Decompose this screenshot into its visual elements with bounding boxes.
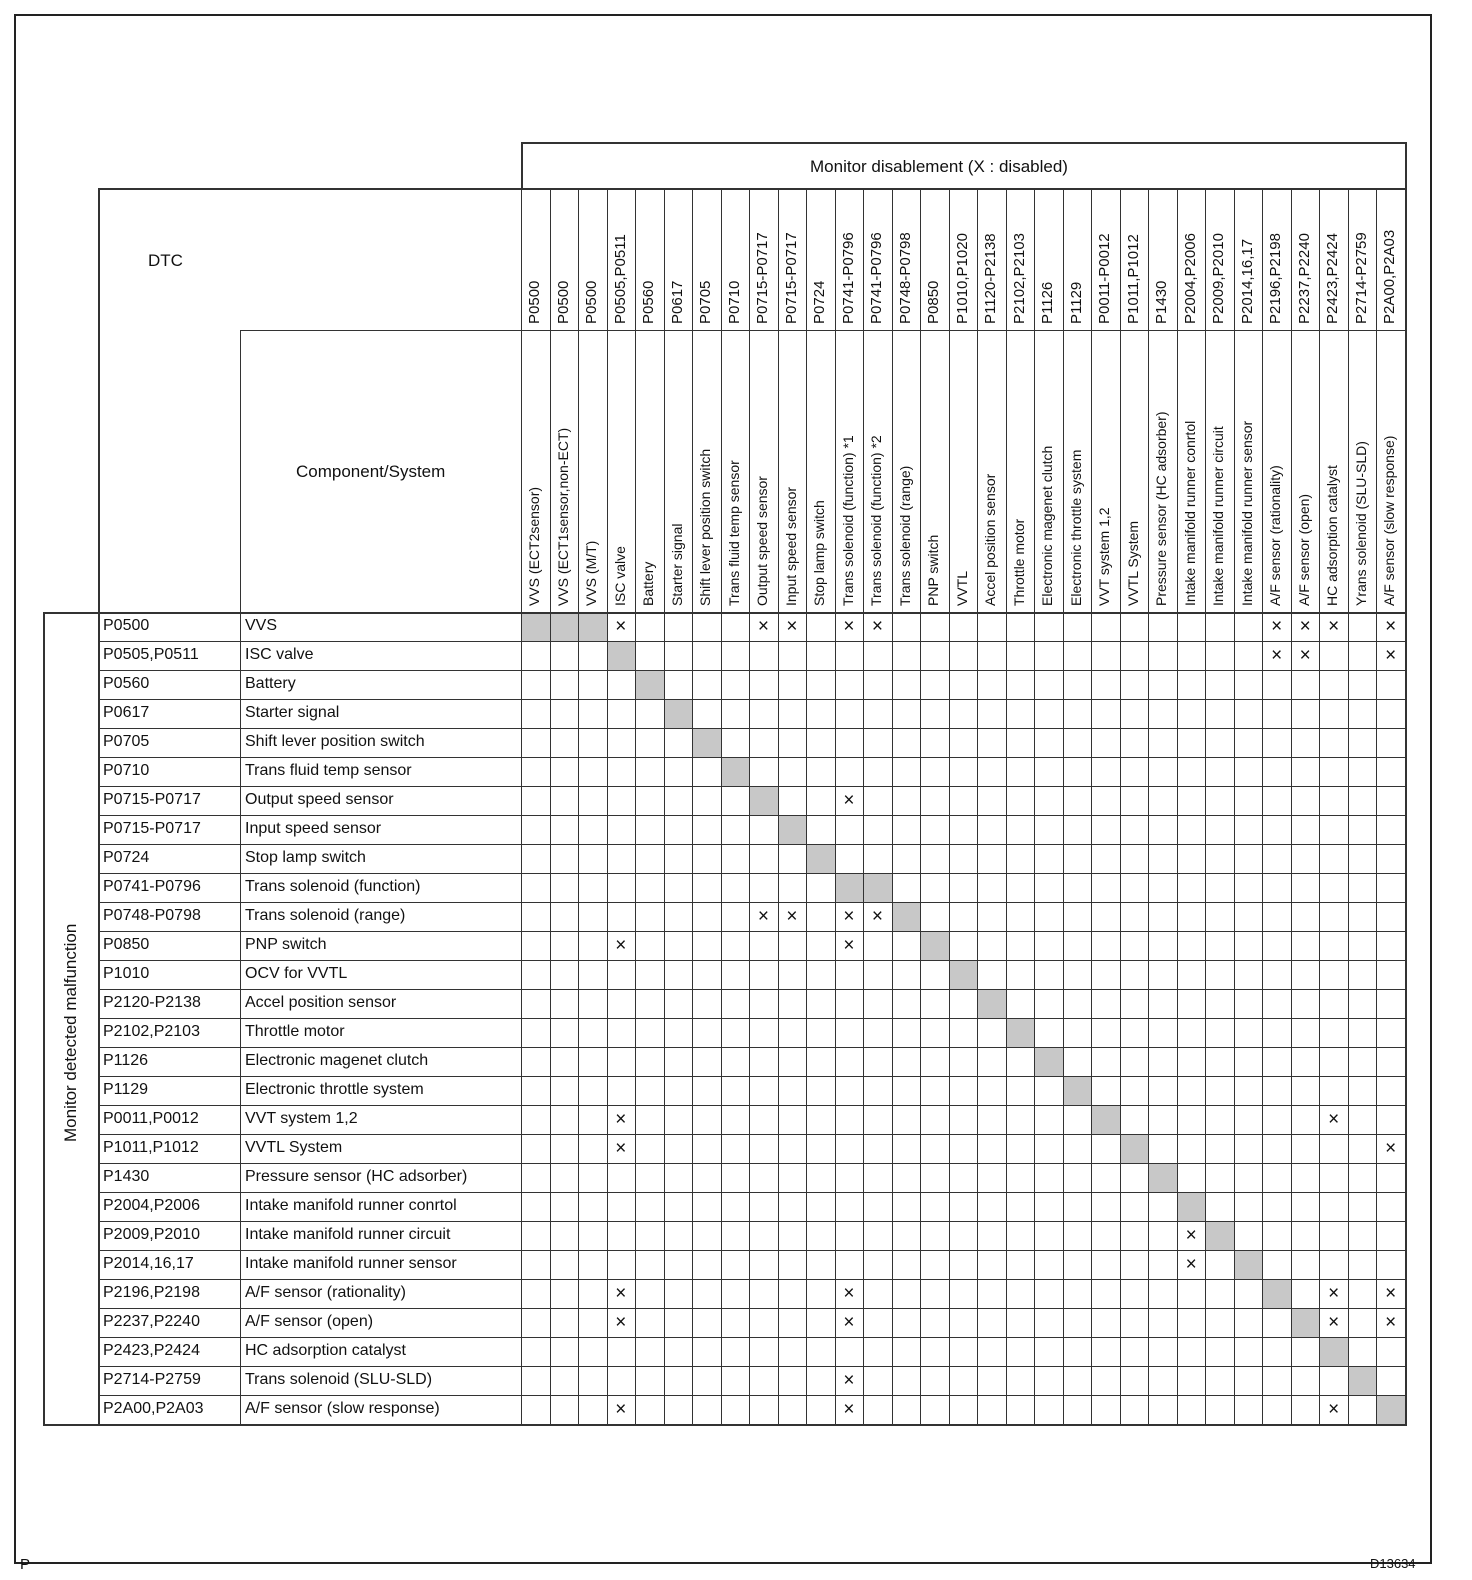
disabled-mark: × xyxy=(843,790,855,811)
row-divider xyxy=(98,757,1405,758)
side-label: Monitor detected malfunction xyxy=(61,923,80,1142)
body-top-border xyxy=(43,612,1405,614)
row-component: A/F sensor (rationality) xyxy=(245,1284,406,1301)
column-component: Accel position sensor xyxy=(982,473,999,606)
self-monitor-cell xyxy=(721,757,750,786)
column-dtc: P1430 xyxy=(1153,280,1171,324)
row-component: HC adsorption catalyst xyxy=(245,1342,406,1359)
disabled-mark: × xyxy=(615,935,627,956)
disabled-mark: × xyxy=(1299,616,1311,637)
column-component: A/F sensor (open) xyxy=(1295,493,1312,606)
column-dtc: P1126 xyxy=(1039,281,1057,324)
row-divider xyxy=(98,844,1405,845)
column-dtc: P1011,P1012 xyxy=(1124,234,1142,324)
self-monitor-cell xyxy=(1262,1279,1291,1308)
column-dtc: P1129 xyxy=(1067,281,1085,324)
row-component: OCV for VVTL xyxy=(245,965,348,982)
column-dtc: P1010,P1020 xyxy=(953,233,971,324)
row-component: A/F sensor (slow response) xyxy=(245,1400,440,1417)
column-divider xyxy=(721,188,722,1424)
self-monitor-cell xyxy=(1034,1047,1063,1076)
disabled-mark: × xyxy=(786,906,798,927)
column-component: Input speed sensor xyxy=(782,486,799,606)
column-divider xyxy=(607,188,608,1424)
disabled-mark: × xyxy=(1299,645,1311,666)
row-component: VVTL System xyxy=(245,1139,343,1156)
column-dtc: P2423,P2424 xyxy=(1324,233,1342,324)
monitor-left-border xyxy=(521,142,523,188)
row-divider xyxy=(98,873,1405,874)
row-component: Accel position sensor xyxy=(245,994,397,1011)
column-divider xyxy=(1148,188,1149,1424)
column-component: Electronic throttle system xyxy=(1067,449,1084,606)
row-component: Trans solenoid (function) xyxy=(245,878,421,895)
column-dtc: P2237,P2240 xyxy=(1295,233,1313,324)
self-monitor-cell xyxy=(1348,1366,1377,1395)
row-component: Intake manifold runner circuit xyxy=(245,1226,451,1243)
row-divider xyxy=(98,1395,1405,1396)
row-component: Output speed sensor xyxy=(245,791,394,808)
row-dtc: P0011,P0012 xyxy=(103,1110,199,1127)
self-monitor-cell xyxy=(1063,1076,1092,1105)
column-component: Electronic magenet clutch xyxy=(1039,445,1056,606)
row-dtc: P0705 xyxy=(103,733,150,750)
column-component: Trans solenoid (function) *2 xyxy=(868,435,885,606)
self-monitor-cell xyxy=(607,641,636,670)
column-dtc: P2714-P2759 xyxy=(1352,232,1370,324)
row-dtc: P1129 xyxy=(103,1081,149,1098)
self-monitor-cell xyxy=(1205,1221,1234,1250)
disabled-mark: × xyxy=(843,906,855,927)
header1-border xyxy=(98,188,1405,190)
disabled-mark: × xyxy=(615,1283,627,1304)
row-component: Electronic throttle system xyxy=(245,1081,424,1098)
disabled-mark: × xyxy=(871,616,883,637)
column-divider xyxy=(578,188,579,1424)
disabled-mark: × xyxy=(1328,1312,1340,1333)
row-dtc: P2009,P2010 xyxy=(103,1226,200,1243)
row-dtc: P2714-P2759 xyxy=(103,1371,201,1388)
row-divider xyxy=(98,1163,1405,1164)
self-monitor-cell xyxy=(1376,1395,1405,1424)
column-divider xyxy=(1034,188,1035,1424)
column-divider xyxy=(892,188,893,1424)
self-monitor-cell xyxy=(892,902,921,931)
column-dtc: P0500 xyxy=(583,280,601,324)
column-component: Output speed sensor xyxy=(754,476,771,606)
disabled-mark: × xyxy=(843,1283,855,1304)
row-dtc: P0715-P0717 xyxy=(103,791,201,808)
column-divider xyxy=(1205,188,1206,1424)
row-divider xyxy=(98,1105,1405,1106)
disabled-mark: × xyxy=(615,1109,627,1130)
row-dtc: P1010 xyxy=(103,965,150,982)
column-divider xyxy=(749,188,750,1424)
self-monitor-cell xyxy=(1291,1308,1320,1337)
row-component: ISC valve xyxy=(245,646,314,663)
column-component: VVS (ECT2sensor) xyxy=(526,486,542,606)
self-monitor-cell xyxy=(550,612,579,641)
column-component: Trans fluid temp sensor xyxy=(725,460,742,606)
row-dtc: P0724 xyxy=(103,849,150,866)
disabled-mark: × xyxy=(1271,645,1283,666)
row-divider xyxy=(98,641,1405,642)
row-dtc: P2196,P2198 xyxy=(103,1284,200,1301)
self-monitor-cell xyxy=(635,670,664,699)
row-dtc: P0505,P0511 xyxy=(103,646,199,663)
row-divider xyxy=(98,1308,1405,1309)
row-dtc: P0748-P0798 xyxy=(103,907,201,924)
self-monitor-cell xyxy=(692,728,721,757)
column-dtc: P0617 xyxy=(668,280,686,324)
row-divider xyxy=(98,786,1405,787)
disabled-mark: × xyxy=(1328,1283,1340,1304)
column-component: Pressure sensor (HC adsorber) xyxy=(1153,411,1170,606)
disabled-mark: × xyxy=(843,616,855,637)
row-component: VVT system 1,2 xyxy=(245,1110,358,1127)
column-divider xyxy=(1006,188,1007,1424)
column-component: A/F sensor (slow response) xyxy=(1381,435,1398,606)
row-dtc: P0741-P0796 xyxy=(103,878,201,895)
column-divider xyxy=(664,188,665,1424)
column-dtc: P0710 xyxy=(725,280,743,324)
column-dtc: P0748-P0798 xyxy=(896,232,914,324)
row-component: Trans fluid temp sensor xyxy=(245,762,412,779)
row-dtc: P0500 xyxy=(103,617,150,634)
row-divider xyxy=(98,728,1405,729)
top-border xyxy=(521,142,1405,144)
self-monitor-cell xyxy=(863,873,892,902)
row-component: Stop lamp switch xyxy=(245,849,366,866)
column-component: HC adsorption catalyst xyxy=(1324,465,1341,606)
column-component: Shift lever position switch xyxy=(697,448,714,606)
disabled-mark: × xyxy=(1385,645,1397,666)
row-divider xyxy=(98,1192,1405,1193)
column-dtc: P0705 xyxy=(697,280,715,324)
self-monitor-cell xyxy=(806,844,835,873)
self-monitor-cell xyxy=(578,612,607,641)
grid-left-border xyxy=(521,188,522,1424)
row-component: Shift lever position switch xyxy=(245,733,425,750)
name-col-border xyxy=(240,330,241,1424)
row-component: Input speed sensor xyxy=(245,820,382,837)
self-monitor-cell xyxy=(920,931,949,960)
self-monitor-cell xyxy=(778,815,807,844)
row-divider xyxy=(98,670,1405,671)
row-dtc: P2014,16,17 xyxy=(103,1255,194,1272)
self-monitor-cell xyxy=(664,699,693,728)
row-divider xyxy=(98,1279,1405,1280)
row-divider xyxy=(98,1134,1405,1135)
column-component: PNP switch xyxy=(925,534,942,606)
column-component: Intake manifold runner sensor xyxy=(1238,420,1255,606)
column-divider xyxy=(806,188,807,1424)
disabled-mark: × xyxy=(757,616,769,637)
disabled-mark: × xyxy=(1385,616,1397,637)
row-dtc: P0850 xyxy=(103,936,150,953)
disabled-mark: × xyxy=(615,616,627,637)
column-component: ISC valve xyxy=(611,546,628,606)
header2-border xyxy=(240,330,1405,331)
self-monitor-cell xyxy=(1177,1192,1206,1221)
row-dtc: P0617 xyxy=(103,704,150,721)
row-component: Intake manifold runner sensor xyxy=(245,1255,457,1272)
disabled-mark: × xyxy=(1385,1283,1397,1304)
row-dtc: P0560 xyxy=(103,675,150,692)
column-divider xyxy=(977,188,978,1424)
column-component: Yrans solenoid (SLU-SLD) xyxy=(1352,441,1369,606)
row-divider xyxy=(98,960,1405,961)
disabled-mark: × xyxy=(615,1312,627,1333)
disabled-mark: × xyxy=(1385,1138,1397,1159)
row-divider xyxy=(98,1337,1405,1338)
disabled-mark: × xyxy=(843,1399,855,1420)
self-monitor-cell xyxy=(835,873,864,902)
self-monitor-cell xyxy=(1120,1134,1149,1163)
row-divider xyxy=(98,1366,1405,1367)
column-component: VVS (ECT1sensor,non-ECT) xyxy=(554,427,571,606)
disabled-mark: × xyxy=(1328,616,1340,637)
column-dtc: P0500 xyxy=(554,280,572,324)
column-dtc: P2014,16,17 xyxy=(1238,238,1256,324)
row-component: Trans solenoid (SLU-SLD) xyxy=(245,1371,433,1388)
row-dtc: P2237,P2240 xyxy=(103,1313,200,1330)
disabled-mark: × xyxy=(1185,1254,1197,1275)
self-monitor-cell xyxy=(1148,1163,1177,1192)
row-divider xyxy=(98,989,1405,990)
column-dtc: P2A00,P2A03 xyxy=(1381,229,1399,324)
column-dtc: P2196,P2198 xyxy=(1267,233,1285,324)
row-divider xyxy=(98,1076,1405,1077)
column-dtc: P0011-P0012 xyxy=(1096,233,1114,324)
disabled-mark: × xyxy=(1185,1225,1197,1246)
row-dtc: P1126 xyxy=(103,1052,149,1069)
disabled-mark: × xyxy=(757,906,769,927)
column-dtc: P0850 xyxy=(925,280,943,324)
column-component: A/F sensor (rationality) xyxy=(1267,465,1284,606)
row-component: Starter signal xyxy=(245,704,340,721)
column-dtc: P0715-P0717 xyxy=(754,232,772,324)
row-component: A/F sensor (open) xyxy=(245,1313,374,1330)
column-divider xyxy=(1291,188,1292,1424)
column-component: Throttle motor xyxy=(1010,518,1027,606)
column-divider xyxy=(1234,188,1235,1424)
row-component: VVS xyxy=(245,617,278,634)
disabled-mark: × xyxy=(1328,1399,1340,1420)
bottom-border xyxy=(43,1424,1407,1426)
row-divider xyxy=(98,902,1405,903)
column-component: VVS (M/T) xyxy=(583,540,600,606)
row-dtc: P0710 xyxy=(103,762,150,779)
dtc-left-border xyxy=(98,188,100,1424)
row-divider xyxy=(98,931,1405,932)
column-divider xyxy=(1348,188,1349,1424)
column-component: Starter signal xyxy=(668,523,685,606)
self-monitor-cell xyxy=(977,989,1006,1018)
row-divider xyxy=(98,1018,1405,1019)
disabled-mark: × xyxy=(615,1399,627,1420)
row-component: Trans solenoid (range) xyxy=(245,907,406,924)
figure-id: D13634 xyxy=(1370,1556,1416,1571)
row-component: Pressure sensor (HC adsorber) xyxy=(245,1168,468,1185)
row-component: Battery xyxy=(245,675,296,692)
column-dtc: P0715-P0717 xyxy=(782,232,800,324)
column-component: Stop lamp switch xyxy=(811,500,828,606)
component-header: Component/System xyxy=(296,462,446,481)
disabled-mark: × xyxy=(843,1370,855,1391)
column-component: Intake manifold runner circuit xyxy=(1210,426,1227,606)
column-divider xyxy=(1319,188,1320,1424)
self-monitor-cell xyxy=(521,612,550,641)
disabled-mark: × xyxy=(843,1312,855,1333)
side-left-border xyxy=(43,612,45,1426)
row-component: Intake manifold runner conrtol xyxy=(245,1197,457,1214)
self-monitor-cell xyxy=(949,960,978,989)
column-dtc: P0741-P0796 xyxy=(868,232,886,324)
column-dtc: P2009,P2010 xyxy=(1210,233,1228,324)
disabled-mark: × xyxy=(1328,1109,1340,1130)
row-dtc: P2120-P2138 xyxy=(103,994,201,1011)
disabled-mark: × xyxy=(1385,1312,1397,1333)
column-dtc: P2102,P2103 xyxy=(1010,233,1028,324)
row-dtc: P2A00,P2A03 xyxy=(103,1400,204,1417)
row-component: Electronic magenet clutch xyxy=(245,1052,429,1069)
column-divider xyxy=(550,188,551,1424)
monitor-title: Monitor disablement (X : disabled) xyxy=(810,157,1068,176)
column-dtc: P0505,P0511 xyxy=(611,234,629,324)
disabled-mark: × xyxy=(615,1138,627,1159)
row-divider xyxy=(98,1047,1405,1048)
column-component: VVTL xyxy=(953,570,970,606)
row-divider xyxy=(98,699,1405,700)
column-dtc: P0741-P0796 xyxy=(839,232,857,324)
row-divider xyxy=(98,1250,1405,1251)
row-component: PNP switch xyxy=(245,936,327,953)
column-divider xyxy=(778,188,779,1424)
column-component: Battery xyxy=(640,561,657,606)
disabled-mark: × xyxy=(786,616,798,637)
disabled-mark: × xyxy=(871,906,883,927)
footer-left-mark: P xyxy=(20,1556,31,1573)
disabled-mark: × xyxy=(843,935,855,956)
row-divider xyxy=(98,815,1405,816)
self-monitor-cell xyxy=(749,786,778,815)
row-dtc: P2423,P2424 xyxy=(103,1342,200,1359)
column-dtc: P0500 xyxy=(526,280,543,324)
column-divider xyxy=(1376,188,1377,1424)
row-dtc: P1011,P1012 xyxy=(103,1139,199,1156)
row-divider xyxy=(98,1221,1405,1222)
row-dtc: P1430 xyxy=(103,1168,150,1185)
self-monitor-cell xyxy=(1234,1250,1263,1279)
self-monitor-cell xyxy=(1319,1337,1348,1366)
row-dtc: P2004,P2006 xyxy=(103,1197,200,1214)
column-dtc: P0724 xyxy=(811,280,829,324)
self-monitor-cell xyxy=(1091,1105,1120,1134)
column-divider xyxy=(863,188,864,1424)
column-dtc: P0560 xyxy=(640,280,658,324)
column-divider xyxy=(1063,188,1064,1424)
row-component: Throttle motor xyxy=(245,1023,345,1040)
self-monitor-cell xyxy=(1006,1018,1035,1047)
row-dtc: P0715-P0717 xyxy=(103,820,201,837)
column-component: Intake manifold runner conrtol xyxy=(1181,420,1198,606)
right-border xyxy=(1405,142,1407,1426)
column-divider xyxy=(1120,188,1121,1424)
row-dtc: P2102,P2103 xyxy=(103,1023,200,1040)
dtc-header: DTC xyxy=(148,251,183,270)
column-divider xyxy=(920,188,921,1424)
column-divider xyxy=(1091,188,1092,1424)
column-component: Trans solenoid (function) *1 xyxy=(839,435,856,606)
column-component: VVTL System xyxy=(1124,520,1141,606)
disabled-mark: × xyxy=(1271,616,1283,637)
column-divider xyxy=(692,188,693,1424)
column-component: Trans solenoid (range) xyxy=(896,465,913,606)
column-component: VVT system 1,2 xyxy=(1096,507,1113,606)
column-divider xyxy=(1262,188,1263,1424)
column-divider xyxy=(635,188,636,1424)
column-divider xyxy=(949,188,950,1424)
column-dtc: P1120-P2138 xyxy=(982,233,1000,324)
column-dtc: P2004,P2006 xyxy=(1181,233,1199,324)
